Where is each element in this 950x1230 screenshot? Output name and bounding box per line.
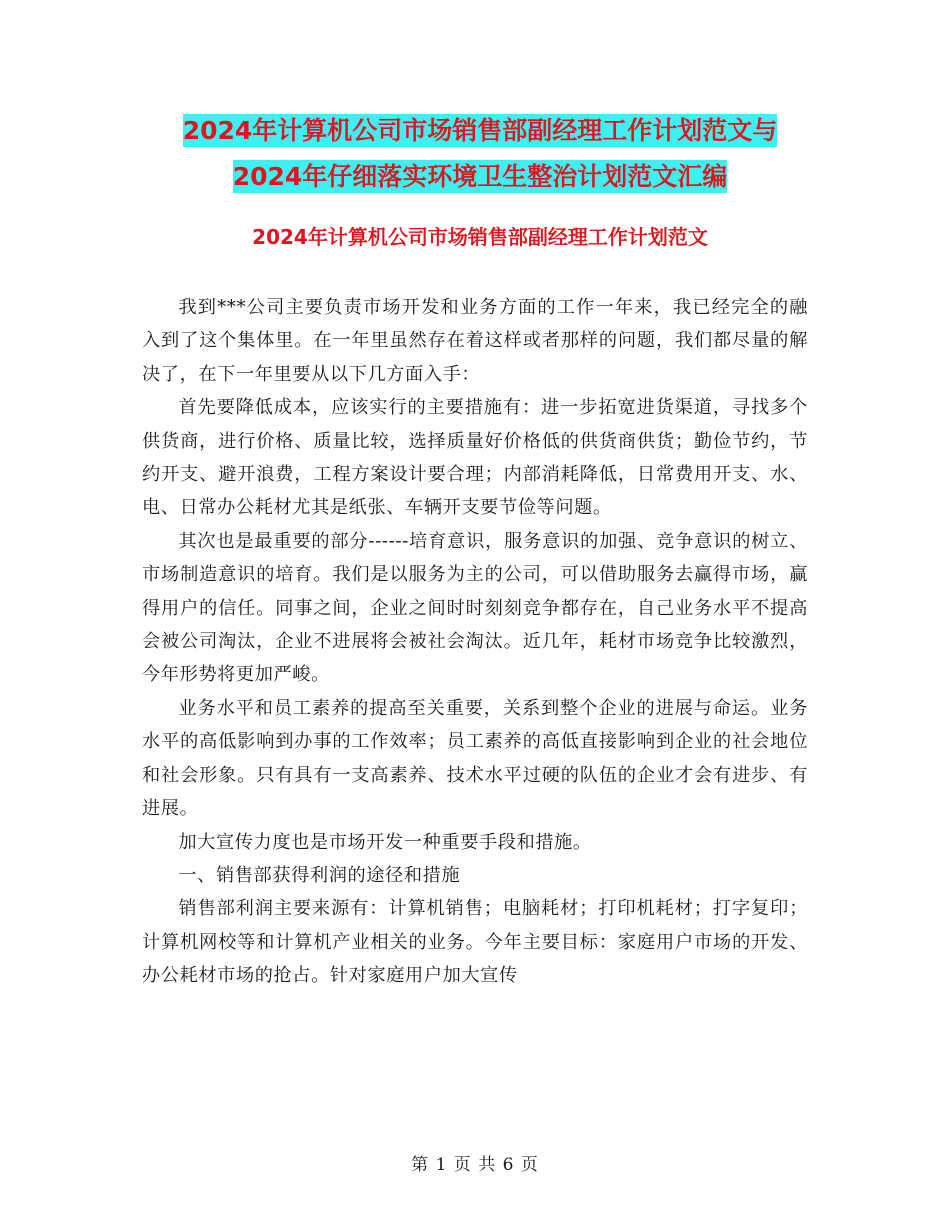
section-heading: 一、销售部获得利润的途径和措施 [178, 864, 461, 886]
document-title-line-1: 2024年计算机公司市场销售部副经理工作计划范文与 [182, 116, 778, 145]
section-title: 2024年计算机公司市场销售部副经理工作计划范文 [252, 225, 708, 249]
page-number-footer: 第 1 页 共 6 页 [411, 1155, 539, 1175]
paragraph: 业务水平和员工素养的提高至关重要，关系到整个企业的进展与命运。业务水平的高低影响到办事的工作效率；员工素养的高低直接影响到企业的社会地位和社会形象。只有具有一支高素养、技术水平过硬的队伍的企业才会有进步、有进展。 [142, 697, 808, 820]
paragraph: 首先要降低成本，应该实行的主要措施有：进一步拓宽进货渠道，寻找多个供货商，进行价格、质量比较，选择质量好价格低的供货商供货；勤俭节约，节约开支、避开浪费，工程方案设计要合理；内部消耗降低，日常费用开支、水、电、日常办公耗材尤其是纸张、车辆开支要节俭等问题。 [142, 397, 808, 519]
document-body [142, 291, 808, 993]
document-title [140, 108, 820, 200]
paragraph: 销售部利润主要来源有：计算机销售；电脑耗材；打印机耗材；打字复印；计算机网校等和计算机产业相关的业务。今年主要目标：家庭用户市场的开发、办公耗材市场的抢占。针对家庭用户加大宣传 [142, 898, 808, 987]
paragraph: 我到***公司主要负责市场开发和业务方面的工作一年来，我已经完全的融入到了这个集体里。在一年里虽然存在着这样或者那样的问题，我们都尽量的解决了，在下一年里要从以下几方面入手： [142, 297, 808, 385]
paragraph: 其次也是最重要的部分------培育意识，服务意识的加强、竞争意识的树立、市场制造意识的培育。我们是以服务为主的公司，可以借助服务去赢得市场，赢得用户的信任。同事之间，企业之间时时刻刻竞争都存在，自己业务水平不提高会被公司淘汰，企业不进展将会被社会淘汰。近几年，耗材市场竞争比较激烈，今年形势将更加严峻。 [142, 530, 808, 686]
paragraph: 加大宣传力度也是市场开发一种重要手段和措施。 [178, 831, 592, 853]
document-title-line-2: 2024年仔细落实环境卫生整治计划范文汇编 [232, 162, 728, 191]
